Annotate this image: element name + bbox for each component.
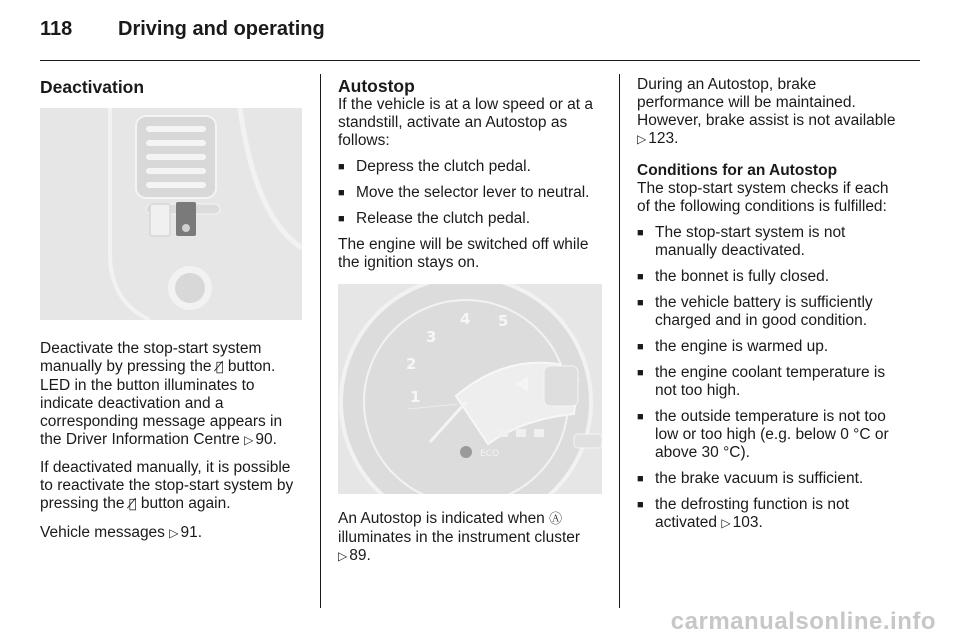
header-rule: [40, 60, 920, 61]
svg-text:2: 2: [406, 355, 417, 373]
stop-start-button-icon: Ⓐ̸: [128, 497, 137, 512]
autostop-caption: An Autostop is indicated when Ⓐ illuminates in the instrument cluster ▷ 89.: [338, 510, 604, 565]
column-divider-2: [619, 74, 620, 608]
svg-text:4: 4: [460, 310, 471, 328]
heading-deactivation: Deactivation: [40, 77, 145, 97]
list-item: ■ Depress the clutch pedal.: [338, 158, 604, 176]
heading-conditions: Conditions for an Autostop: [637, 162, 838, 179]
column-divider-1: [320, 74, 321, 608]
deactivation-paragraph-3: Vehicle messages ▷ 91.: [40, 524, 306, 542]
svg-text:ECO: ECO: [480, 449, 500, 459]
watermark: carmanualsonline.info: [670, 608, 936, 635]
list-item: ■ the engine is warmed up.: [637, 338, 905, 356]
list-item: ■ the bonnet is fully closed.: [637, 268, 905, 286]
page-number: 118: [40, 18, 73, 40]
list-item: ■ the engine coolant temperature is not too high.: [637, 364, 905, 400]
page-reference[interactable]: ▷ 123.: [637, 130, 678, 147]
deactivation-paragraph-1: Deactivate the stop-start system manually by pressing the Ⓐ̸ button. LED in the button illuminates to indicate deactivation and a corresponding message appears in the Driver Information Centre ▷ 90.: [40, 340, 306, 449]
page-reference[interactable]: ▷ 103.: [721, 514, 762, 531]
deactivation-paragraph-2: If deactivated manually, it is possible to reactivate the stop-start system by pressing the Ⓐ̸ button again.: [40, 459, 294, 512]
conditions-intro: The stop-start system checks if each of the following conditions is fulfilled:: [637, 180, 889, 215]
list-item: ■ the defrosting function is not activated ▷ 103.: [637, 496, 905, 532]
list-item: ■ The stop-start system is not manually deactivated.: [637, 224, 905, 260]
list-item: ■ the outside temperature is not too low or too high (e.g. below 0 °C or above 30 °C).: [637, 408, 905, 462]
svg-text:3: 3: [426, 328, 437, 346]
page-reference[interactable]: ▷ 91.: [169, 524, 202, 541]
list-item: ■ the brake vacuum is sufficient.: [637, 470, 905, 488]
autostop-intro: If the vehicle is at a low speed or at a standstill, activate an Autostop as follows:: [338, 96, 594, 149]
column-deactivation: [40, 76, 306, 552]
stop-start-switch-illustration: [40, 108, 302, 320]
page-reference[interactable]: ▷ 89.: [338, 547, 371, 564]
list-item: ■ Move the selector lever to neutral.: [338, 184, 604, 202]
section-title: Driving and operating: [118, 18, 325, 40]
autostop-indicator-icon: Ⓐ: [549, 512, 563, 527]
autostop-after: The engine will be switched off while the ignition stays on.: [338, 236, 589, 271]
heading-autostop: Autostop: [338, 76, 415, 96]
instrument-cluster-illustration: [338, 284, 602, 494]
brake-paragraph: During an Autostop, brake performance will be maintained. However, brake assist is not available ▷ 123.: [637, 76, 905, 148]
list-item: ■ the vehicle battery is sufficiently charged and in good condition.: [637, 294, 905, 330]
page-reference[interactable]: ▷ 90.: [244, 431, 277, 448]
column-autostop: [338, 76, 604, 575]
stop-start-button-icon: Ⓐ̸: [215, 360, 224, 375]
svg-text:5: 5: [498, 312, 509, 330]
list-item: ■ Release the clutch pedal.: [338, 210, 604, 228]
column-conditions: [637, 76, 905, 540]
svg-text:1: 1: [410, 388, 421, 406]
